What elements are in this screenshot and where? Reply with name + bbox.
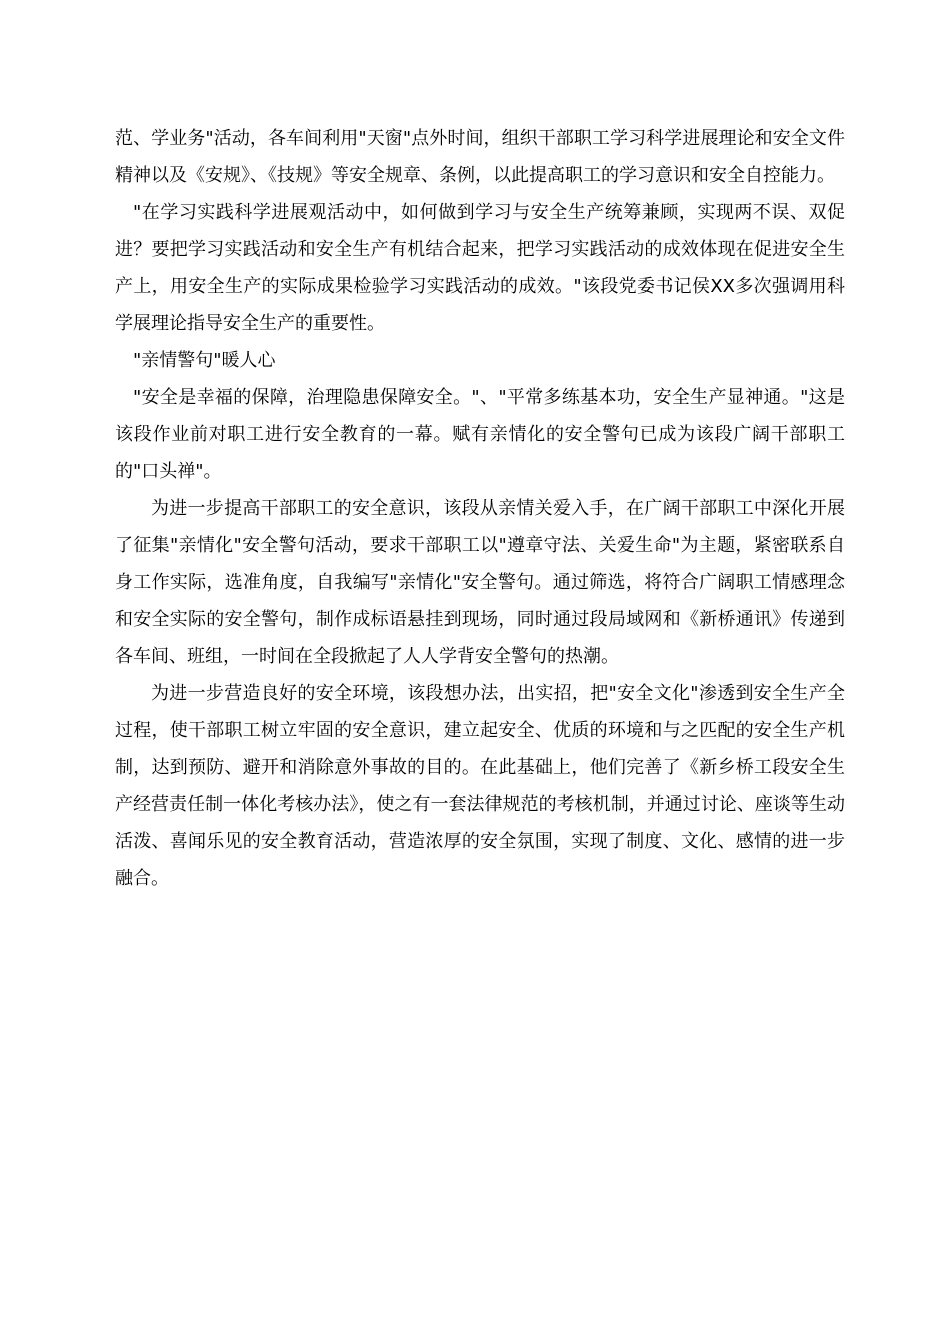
paragraph-slogan-campaign: 为进一步提高干部职工的安全意识，该段从亲情关爱入手，在广阔干部职工中深化开展了征集"亲情化"安全警句活动，要求干部职工以"遵章守法、关爱生命"为主题，紧密联系自身工作实际，选准角度，自我编写"亲情化"安全警句。通过筛选，将符合广阔职工情感理念和安全实际的安全警句，制作成标语悬挂到现场，同时通过段局域网和《新桥通讯》传递到各车间、班组，一时间在全段掀起了人人学背安全警句的热潮。 (115, 498, 845, 667)
paragraph-safety-slogans: "安全是幸福的保障，治理隐患保障安全。"、"平常多练基本功，安全生产显神通。"这是该段作业前对职工进行安全教育的一幕。赋有亲情化的安全警句已成为该段广阔干部职工的"口头禅"。 (115, 387, 845, 482)
paragraph-continuation: 范、学业务"活动，各车间利用"天窗"点外时间，组织干部职工学习科学进展理论和安全文件精神以及《安规》、《技规》等安全规章、条例，以此提高职工的学习意识和安全自控能力。 (115, 128, 845, 186)
paragraph-safety-culture: 为进一步营造良好的安全环境，该段想办法，出实招，把"安全文化"渗透到安全生产全过程，使干部职工树立牢固的安全意识，建立起安全、优质的环境和与之匹配的安全生产机制，达到预防、避开和消除意外事故的目的。在此基础上，他们完善了《新乡桥工段安全生产经营责任制一体化考核办法》，使之有一套法律规范的考核机制，并通过讨论、座谈等生动活泼、喜闻乐见的安全教育活动，营造浓厚的安全氛围，实现了制度、文化、感情的进一步融合。 (115, 683, 845, 889)
section-heading-family-slogans: "亲情警句"暖人心 (133, 350, 276, 371)
document-body (115, 120, 845, 897)
paragraph-quote-study-practice: "在学习实践科学进展观活动中，如何做到学习与安全生产统筹兼顾，实现两不误、双促进？要把学习实践活动和安全生产有机结合起来，把学习实践活动的成效体现在促进安全生产上，用安全生产的实际成果检验学习实践活动的成效。"该段党委书记侯XX多次强调用科学展理论指导安全生产的重要性。 (115, 202, 845, 334)
